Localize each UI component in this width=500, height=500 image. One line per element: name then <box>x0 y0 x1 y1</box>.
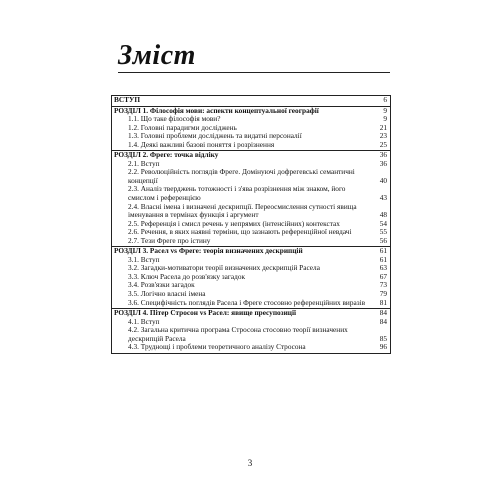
toc-entry-page: 9 <box>383 114 387 124</box>
toc-entry-page: 84 <box>379 308 387 318</box>
toc-subsection-entry[interactable] <box>114 299 388 308</box>
toc-entry-page: 85 <box>379 333 387 343</box>
page-title: Зміст <box>118 40 196 71</box>
toc-section <box>112 309 390 353</box>
page-number: 3 <box>247 458 253 468</box>
toc-entry-label: РОЗДІЛ 3. Расел vs Фреге: теорія визначених дескрипцій <box>114 246 303 256</box>
toc-entry-label: 1.2. Головні парадигми досліджень <box>128 122 237 132</box>
toc-entry-page: 36 <box>379 150 387 160</box>
toc-entry-label: 3.2. Загадки-мотиватори теорії визначених дескрипцій Расела <box>128 263 320 273</box>
toc-entry-page: 73 <box>379 280 387 290</box>
toc-entry-page: 55 <box>379 227 387 237</box>
toc-entry-page: 61 <box>379 246 387 256</box>
toc-entry-label: РОЗДІЛ 1. Філософія мови: аспекти концептуальної географії <box>114 105 319 115</box>
toc-entry-label: 2.1. Вступ <box>128 158 160 168</box>
toc-entry-page: 56 <box>379 235 387 245</box>
toc-entry-label: 2.4. Власні імена і визначені дескрипції. Переосмислення сутності явища іменування в термінах функція і аргумент <box>128 201 357 220</box>
toc-entry-label: 4.3. Труднощі і проблеми теоретичного аналізу Стросона <box>128 342 306 352</box>
toc-entry-label: 3.5. Логічно власні імена <box>128 289 206 299</box>
toc-entry-page: 21 <box>379 122 387 132</box>
toc-entry-page: 36 <box>379 158 387 168</box>
toc-entry-page: 9 <box>383 105 387 115</box>
toc-section <box>112 247 390 309</box>
toc-entry-label: РОЗДІЛ 2. Фреге: точка відліку <box>114 150 219 160</box>
toc-subsection-entry[interactable] <box>114 237 388 246</box>
toc-entry-page: 54 <box>379 218 387 228</box>
toc-entry-label: 1.1. Що таке філософія мови? <box>128 114 221 124</box>
toc-entry-label: 4.1. Вступ <box>128 316 160 326</box>
toc-entry-page: 81 <box>379 297 387 307</box>
toc-entry-label: 3.1. Вступ <box>128 254 160 264</box>
toc-entry-label: РОЗДІЛ 4. Пітер Стросон vs Расел: явище пресупозиції <box>114 308 297 318</box>
toc-entry-page: 67 <box>379 271 387 281</box>
toc-section <box>112 151 390 247</box>
toc-entry-label: ВСТУП <box>114 95 141 104</box>
toc-entry-label: 2.2. Революційність поглядів Фреге. Домінуючі дофрегевські семантичні концепції <box>128 167 355 185</box>
toc-entry-page: 96 <box>379 342 387 352</box>
toc-entry-page: 40 <box>379 175 387 185</box>
toc-entry-label: 3.3. Ключ Расела до розв'язку загадок <box>128 271 246 281</box>
toc-entry-label: 4.2. Загальна критична програма Стросона стосовно теорії визначених дескрипцій Расела <box>128 325 348 343</box>
toc-subsection-entry[interactable] <box>114 168 388 185</box>
toc-entry-label: 2.6. Речення, в яких наявні терміни, що зазнають референційної невдачі <box>128 227 352 237</box>
toc-subsection-entry[interactable] <box>114 141 388 150</box>
toc-entry-label: 1.4. Деякі важливі базові поняття і розрізнення <box>128 139 275 149</box>
title-rule <box>118 72 390 73</box>
toc-entry-label: 3.6. Специфічність поглядів Расела і Фреге стосовно референційних виразів <box>128 297 366 307</box>
toc-entry-page: 63 <box>379 263 387 273</box>
toc-subsection-entry[interactable] <box>114 343 388 352</box>
toc-chapter-entry[interactable] <box>114 96 388 105</box>
toc-entry-page: 6 <box>383 95 387 104</box>
toc-subsection-entry[interactable] <box>114 203 388 220</box>
toc-entry-page: 79 <box>379 289 387 299</box>
toc-entry-page: 43 <box>379 193 387 203</box>
toc-entry-label: 2.3. Аналіз тверджень тотожності і з'ява розрізнення між знаком, його смислом і референцією <box>128 184 346 203</box>
toc-entry-label: 2.7. Тези Фреге про істину <box>128 235 211 245</box>
toc-entry-page: 48 <box>379 210 387 220</box>
toc-subsection-entry[interactable] <box>114 185 388 202</box>
toc-subsection-entry[interactable] <box>114 326 388 343</box>
toc-entry-page: 84 <box>379 316 387 326</box>
toc-entry-label: 2.5. Референція і смисл речень у непрямих (інтенсійних) контекстах <box>128 218 340 228</box>
toc-entry-page: 23 <box>379 131 387 141</box>
table-of-contents <box>111 95 391 354</box>
toc-entry-label: 1.3. Головні проблеми досліджень та видатні персоналії <box>128 131 302 141</box>
toc-entry-label: 3.4. Розв'язки загадок <box>128 280 195 290</box>
toc-entry-page: 25 <box>379 139 387 149</box>
toc-entry-page: 61 <box>379 254 387 264</box>
toc-section <box>112 107 390 152</box>
